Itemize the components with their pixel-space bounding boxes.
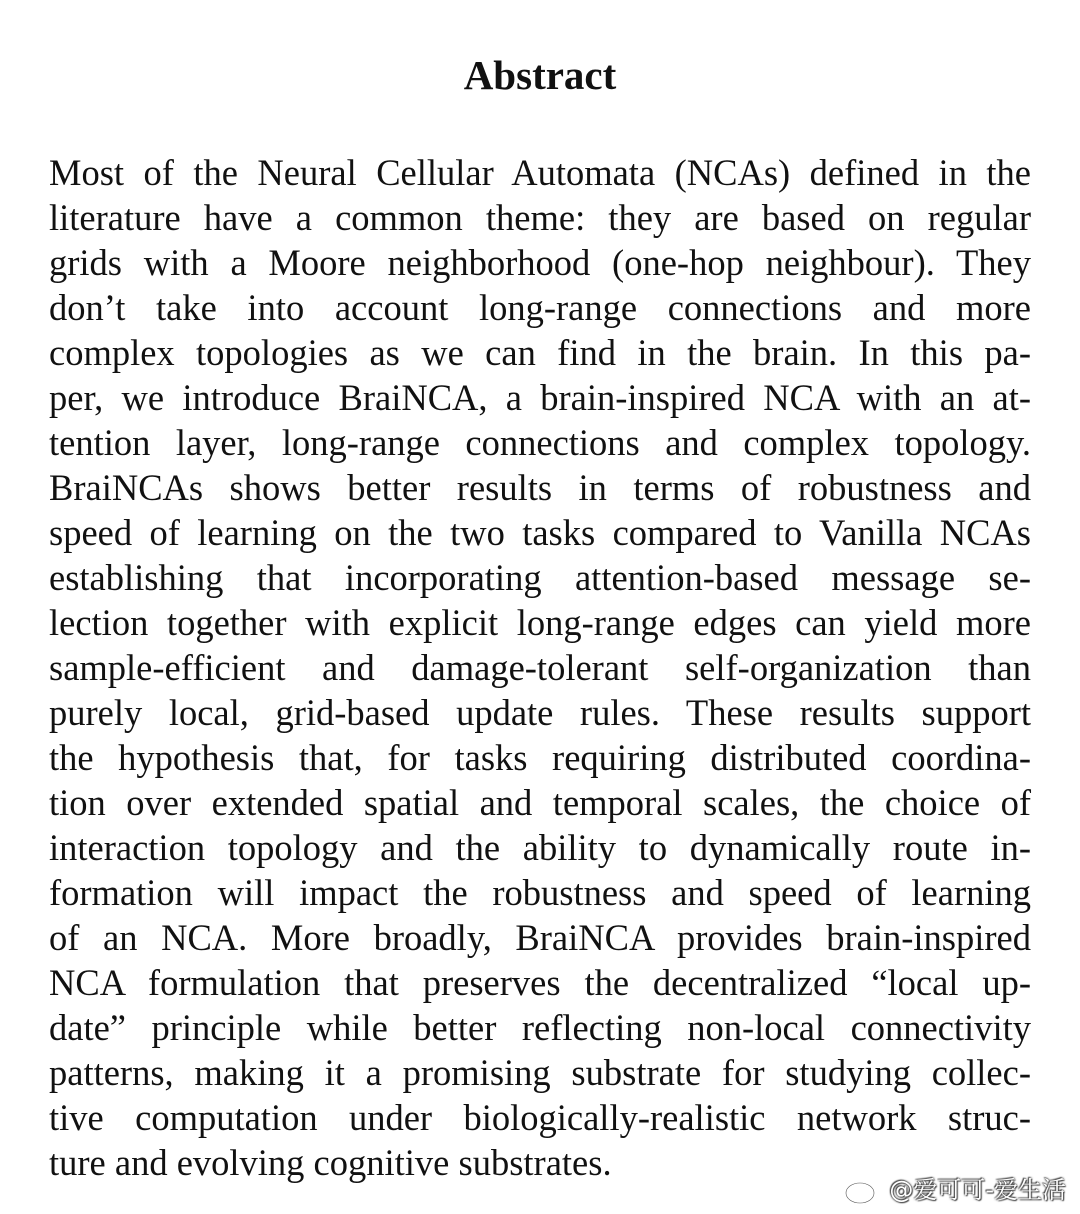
abstract-line: date” principle while better reflecting non-local connectivity — [49, 1007, 1031, 1048]
abstract-line: lection together with explicit long-range edges can yield more — [49, 602, 1031, 643]
abstract-line: literature have a common theme: they are based on regular — [49, 197, 1031, 238]
abstract-line: grids with a Moore neighborhood (one-hop neighbour). They — [49, 242, 1031, 283]
abstract-line: the hypothesis that, for tasks requiring distributed coordina- — [49, 737, 1031, 778]
abstract-line: BraiNCAs shows better results in terms of robustness and — [49, 467, 1031, 508]
abstract-line: speed of learning on the two tasks compared to Vanilla NCAs — [49, 512, 1031, 553]
watermark — [843, 1172, 1066, 1208]
abstract-line: purely local, grid-based update rules. These results support — [49, 692, 1031, 733]
abstract-line: tion over extended spatial and temporal scales, the choice of — [49, 782, 1031, 823]
abstract-line: interaction topology and the ability to dynamically route in- — [49, 827, 1031, 868]
abstract-heading: Abstract — [463, 52, 617, 98]
weibo-logo-icon — [843, 1175, 883, 1205]
watermark-text: @爱可可-爱生活 — [889, 1176, 1066, 1204]
abstract-line: Most of the Neural Cellular Automata (NCAs) defined in the — [49, 152, 1031, 193]
abstract-line: patterns, making it a promising substrate for studying collec- — [49, 1052, 1031, 1093]
abstract-line: per, we introduce BraiNCA, a brain-inspired NCA with an at- — [49, 377, 1031, 418]
abstract-line: formation will impact the robustness and speed of learning — [49, 872, 1031, 913]
abstract-line: of an NCA. More broadly, BraiNCA provides brain-inspired — [49, 917, 1031, 958]
abstract-line: establishing that incorporating attention-based message se- — [49, 557, 1031, 598]
abstract-line: sample-efficient and damage-tolerant self-organization than — [49, 647, 1031, 688]
abstract-paragraph — [49, 150, 1031, 1185]
abstract-line: tive computation under biologically-realistic network struc- — [49, 1097, 1031, 1138]
abstract-line: ture and evolving cognitive substrates. — [49, 1142, 612, 1183]
abstract-line: don’t take into account long-range connections and more — [49, 287, 1031, 328]
abstract-line: tention layer, long-range connections and complex topology. — [49, 422, 1031, 463]
abstract-line: NCA formulation that preserves the decentralized “local up- — [49, 962, 1031, 1003]
abstract-line: complex topologies as we can find in the brain. In this pa- — [49, 332, 1031, 373]
